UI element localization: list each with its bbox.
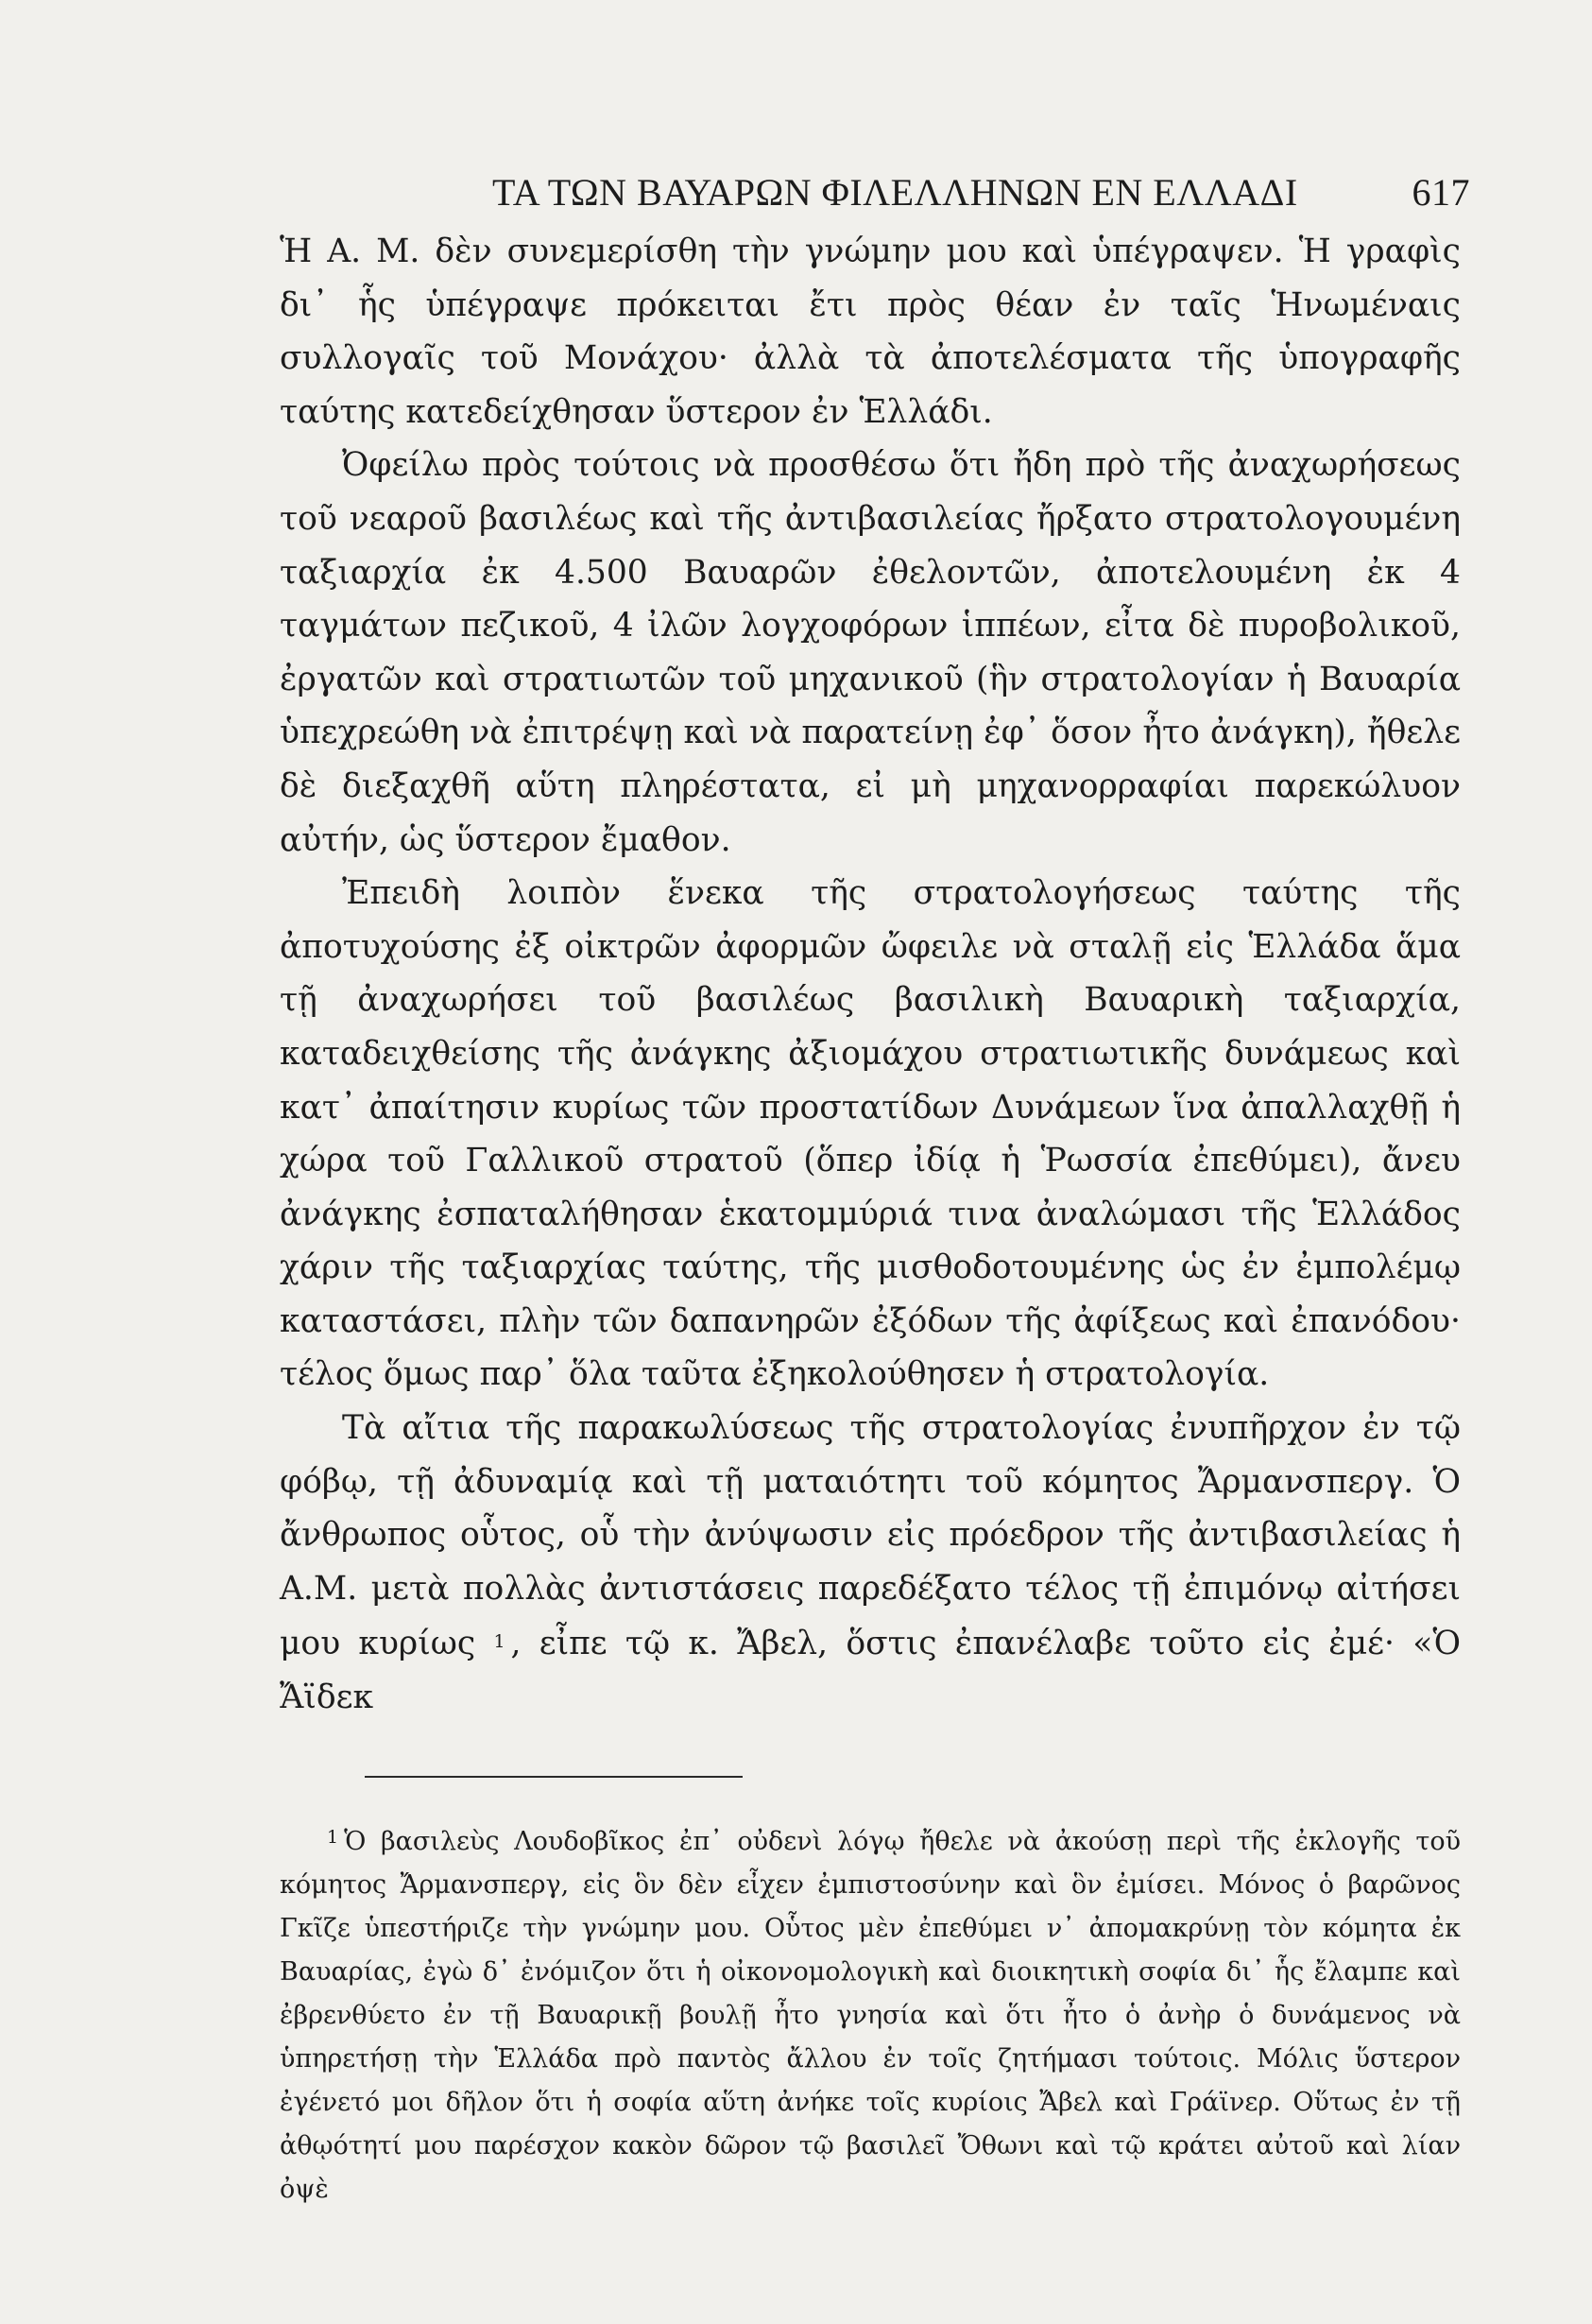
footnote-mark: 1 bbox=[327, 1826, 339, 1848]
running-title: ΤΑ ΤΩΝ ΒΑΥΑΡΩΝ ΦΙΛΕΛΛΗΝΩΝ ΕΝ ΕΛΛΑΔΙ bbox=[492, 171, 1298, 214]
paragraph-4-text: Τὰ αἴτια τῆς παρακωλύσεως τῆς στρατολογίας ἐνυπῆρχον ἐν τῷ φόβῳ, τῇ ἀδυναμίᾳ καὶ τῇ ματαιότητι τοῦ κόμητος Ἄρμανσπεργ. Ὁ ἄνθρωπος οὗτος, οὗ τὴν ἀνύψωσιν εἰς πρόεδρον τῆς ἀντιβασιλείας ἡ Α.Μ. μετὰ πολλὰς ἀντιστάσεις παρεδέξατο τέλος τῇ ἐπιμόνῳ αἰτήσει μου κυρίως bbox=[280, 1409, 1461, 1663]
running-head bbox=[280, 161, 1470, 219]
page bbox=[280, 161, 1470, 2212]
footnote-text: Ὁ βασιλεὺς Λουδοβῖκος ἐπ᾽ οὐδενὶ λόγῳ ἤθελε νὰ ἀκούσῃ περὶ τῆς ἐκλογῆς τοῦ κόμητος Ἄρμανσπεργ, εἰς ὃν δὲν εἶχεν ἐμπιστοσύνην καὶ ὃν ἐμίσει. Μόνος ὁ βαρῶνος Γκῖζε ὑπεστήριζε τὴν γνώμην μου. Οὗτος μὲν ἐπεθύμει ν᾽ ἀπομακρύνῃ τὸν κόμητα ἐκ Βαυαρίας, ἐγὼ δ᾽ ἐνόμιζον ὅτι ἡ οἰκονομολογικὴ καὶ διοικητικὴ σοφία δι᾽ ἧς ἔλαμπε καὶ ἐβρενθύετο ἐν τῇ Βαυαρικῇ βουλῇ ἦτο γνησία καὶ ὅτι ἦτο ὁ ἀνὴρ ὁ δυνάμενος νὰ ὑπηρετήσῃ τὴν Ἑλλάδα πρὸ παντὸς ἄλλου ἐν τοῖς ζητήμασι τούτοις. Μόλις ὕστερον ἐγένετό μοι δῆλον ὅτι ἡ σοφία αὕτη ἀνήκε τοῖς κυρίοις Ἄβελ καὶ Γράϊνερ. Οὕτως ἐν τῇ ἀθῳότητί μου παρέσχον κακὸν δῶρον τῷ βασιλεῖ Ὄθωνι καὶ τῷ κράτει αὐτοῦ καὶ λίαν ὀψὲ bbox=[280, 1826, 1461, 2204]
body-text bbox=[280, 225, 1461, 1725]
footnote-1 bbox=[280, 1816, 1461, 2212]
paragraph-1: Ἡ Α. Μ. δὲν συνεμερίσθη τὴν γνώμην μου καὶ ὑπέγραψεν. Ἡ γραφὶς δι᾽ ἧς ὑπέγραψε πρόκειται ἔτι πρὸς θέαν ἐν ταῖς Ἡνωμέναις συλλογαῖς τοῦ Μονάχου· ἀλλὰ τὰ ἀποτελέσματα τῆς ὑπογραφῆς ταύτης κατεδείχθησαν ὕστερον ἐν Ἑλλάδι. bbox=[280, 232, 1461, 431]
page-number: 617 bbox=[1412, 171, 1470, 214]
footnote-separator bbox=[365, 1776, 743, 1778]
paragraph-2: Ὀφείλω πρὸς τούτοις νὰ προσθέσω ὅτι ἤδη πρὸ τῆς ἀναχωρήσεως τοῦ νεαροῦ βασιλέως καὶ τῆς ἀντιβασιλείας ἤρξατο στρατολογουμένη ταξιαρχία ἐκ 4.500 Βαυαρῶν ἐθελοντῶν, ἀποτελουμένη ἐκ 4 ταγμάτων πεζικοῦ, 4 ἰλῶν λογχοφόρων ἱππέων, εἶτα δὲ πυροβολικοῦ, ἐργατῶν καὶ στρατιωτῶν τοῦ μηχανικοῦ (ἣν στρατολογίαν ἡ Βαυαρία ὑπεχρεώθη νὰ ἐπιτρέψῃ καὶ νὰ παρατείνῃ ἐφ᾽ ὅσον ἦτο ἀνάγκη), ἤθελε δὲ διεξαχθῆ αὕτη πληρέστατα, εἰ μὴ μηχανορραφίαι παρεκώλυον αὐτήν, ὡς ὕστερον ἔμαθον. bbox=[280, 446, 1461, 859]
paragraph-4-tail: , εἶπε τῷ κ. Ἄβελ, ὅστις ἐπανέλαβε τοῦτο εἰς ἐμέ· «Ὁ Ἄϊδεκ bbox=[280, 1625, 1461, 1717]
footnotes bbox=[280, 1816, 1461, 2212]
paragraph-3: Ἐπειδὴ λοιπὸν ἕνεκα τῆς στρατολογήσεως ταύτης τῆς ἀποτυχούσης ἐξ οἰκτρῶν ἀφορμῶν ὤφειλε νὰ σταλῇ εἰς Ἑλλάδα ἅμα τῇ ἀναχωρήσει τοῦ βασιλέως βασιλικὴ Βαυαρικὴ ταξιαρχία, καταδειχθείσης τῆς ἀνάγκης ἀξιομάχου στρατιωτικῆς δυνάμεως καὶ κατ᾽ ἀπαίτησιν κυρίως τῶν προστατίδων Δυνάμεων ἵνα ἀπαλλαχθῇ ἡ χώρα τοῦ Γαλλικοῦ στρατοῦ (ὅπερ ἰδίᾳ ἡ Ῥωσσία ἐπεθύμει), ἄνευ ἀνάγκης ἐσπαταλήθησαν ἑκατομμύριά τινα ἀναλώμασι τῆς Ἑλλάδος χάριν τῆς ταξιαρχίας ταύτης, τῆς μισθοδοτουμένης ὡς ἐν ἐμπολέμῳ καταστάσει, πλὴν τῶν δαπανηρῶν ἐξόδων τῆς ἀφίξεως καὶ ἐπανόδου· τέλος ὅμως παρ᾽ ὅλα ταῦτα ἐξηκολούθησεν ἡ στρατολογία. bbox=[280, 874, 1461, 1394]
footnote-reference[interactable]: 1 bbox=[493, 1631, 505, 1653]
paragraph-4 bbox=[280, 1402, 1461, 1725]
